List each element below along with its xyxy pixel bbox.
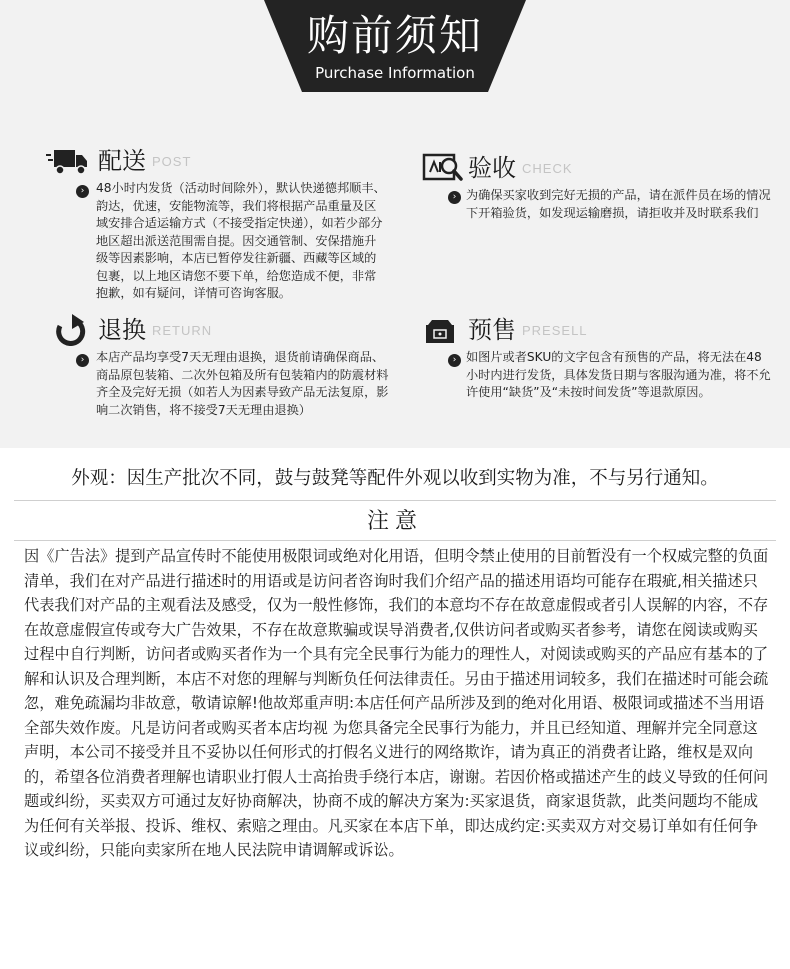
bullet-arrow-icon: › [76, 354, 89, 367]
delivery-truck-icon [46, 145, 90, 177]
page-title: 购前须知 [306, 11, 483, 60]
presell-box-icon [422, 314, 466, 346]
inspection-magnifier-icon [422, 152, 466, 184]
header [0, 0, 790, 100]
notice-body: 因《广告法》提到产品宣传时不能使用极限词或绝对化用语，但明令禁止使用的目前暂没有一个权威完整的负面清单，我们在对产品进行描述时的用语或是访问者咨询时我们介绍产品的描述用语均可能存在瑕疵,相关描述只代表我们对产品的主观看法及感受，仅为一般性修饰，我们的本意均不存在故意虚假或者引人误解的内容，不存在故意虚假宣传或夸大广告效果，不存在故意欺骗或误导消费者,仅供访问者或购买者参考，请您在阅读或购买过程中自行判断，访问者或购买者作为一个具有完全民事行为能力的理性人，对阅读或购买的产品应有基本的了解和认识及合理判断，本店不对您的理解与判断负任何法律责任。另由于描述用词较多，我们在描述时可能会疏忽，难免疏漏均非故意，敬请谅解!他故郑重声明:本店任何产品所涉及到的绝对化用语、极限词或描述不当用语全部失效作废。凡是访问者或购买者本店均视 为您具备完全民事行为能力，并且已经知道、理解并完全同意这声明，本公司不接受并且不妥协以任何形式的打假名义进行的网络欺诈，请为真正的消费者让路，维权是双向的，希望各位消费者理解也请职业打假人士高抬贵手绕行本店，谢谢。若因价格或描述产生的歧义导致的任何问题或纠纷，买卖双方可通过友好协商解决，协商不成的解决方案为:买家退货，商家退货款，此类问题均不能成为任何有关举报、投诉、维权、索赔之理由。凡买家在本店下单，即达成约定:买卖双方对交易订单如有任何争议或纠纷，只能向卖家所在地人民法院申请调解或诉讼。 [24, 547, 769, 859]
page-subtitle: Purchase Information [315, 64, 475, 82]
section-presell-title-en: PRESELL [522, 323, 588, 338]
divider [14, 500, 776, 501]
section-check-title: 验收 [468, 154, 516, 182]
appearance-note: 外观：因生产批次不同，鼓与鼓凳等配件外观以收到实物为准，不与另行通知。 [71, 468, 719, 489]
section-return [52, 314, 397, 444]
section-return-title: 退换 [98, 316, 146, 344]
return-arrow-icon [52, 314, 96, 346]
section-return-title-en: RETURN [152, 323, 213, 338]
section-check-body: 为确保买家收到完好无损的产品，请在派件员在场的情况下开箱验货，如发现运输磨损，请拒收并及时联系我们 [466, 188, 771, 220]
section-check-title-en: CHECK [522, 161, 573, 176]
divider [14, 540, 776, 541]
section-post-title: 配送 [98, 147, 146, 175]
section-presell-body: 如图片或者SKU的文字包含有预售的产品，将无法在48小时内进行发货，具体发货日期与客服沟通为准，将不允许使用“缺货”及“未按时间发货”等退款原因。 [466, 350, 771, 399]
section-post-body: 48小时内发货（活动时间除外），默认快递德邦顺丰、韵达，优速，安能物流等，我们将根据产品重量及区域安排合适运输方式（不接受指定快递），如若少部分地区超出派送范围需自提。因交通管制、安保措施升级等因素影响，本店已暂停发往新疆、西藏等区域的包裹，以上地区请您不要下单，给您造成不便，非常抱歉，如有疑问，详情可咨询客服。 [96, 181, 386, 300]
bullet-arrow-icon: › [448, 354, 461, 367]
section-check [422, 152, 782, 252]
section-post-title-en: POST [152, 154, 192, 169]
section-presell [422, 314, 782, 444]
notice-title: 注意 [366, 509, 423, 534]
bullet-arrow-icon: › [448, 191, 461, 204]
section-return-body: 本店产品均享受7天无理由退换，退货前请确保商品、商品原包装箱、二次外包箱及所有包装箱内的防震材料齐全及完好无损（如若人为因素导致产品无法复原，影响二次销售，将不接受7天无理由退换） [96, 350, 389, 417]
bullet-arrow-icon: › [76, 185, 89, 198]
section-post [46, 145, 396, 315]
section-presell-title: 预售 [468, 316, 516, 344]
